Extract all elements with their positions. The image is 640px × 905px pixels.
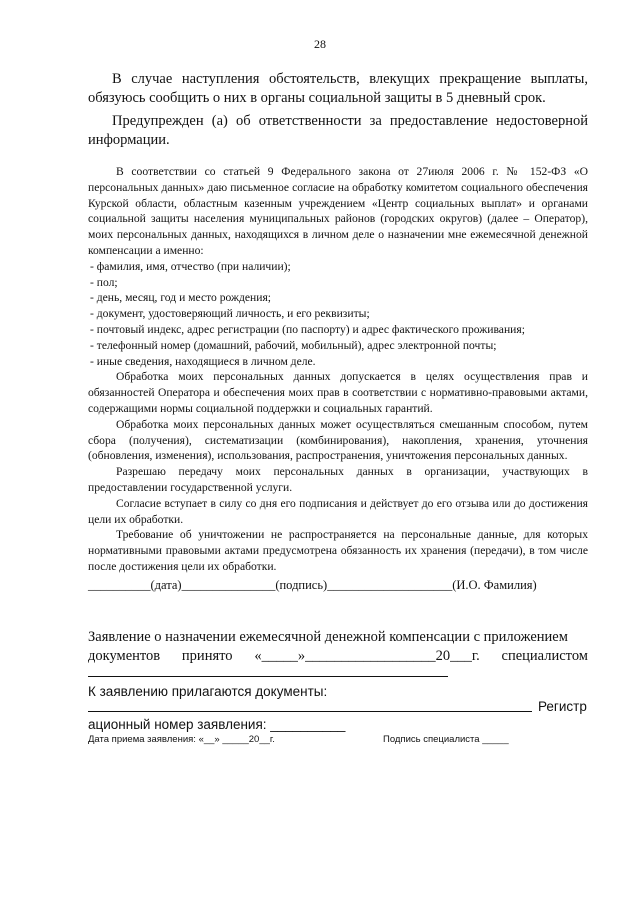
intro-paragraph-1: В случае наступления обстоятельств, влекущих прекращение выплаты, обязуюсь сообщить о них в органы социальной защиты в 5 дневный срок. (88, 71, 588, 106)
date-received-line: Дата приема заявления: «__» _____20__г. (88, 734, 275, 745)
consent-list-item: - пол; (90, 275, 118, 289)
underline-rule (88, 676, 448, 677)
attached-documents-label: К заявлению прилагаются документы: (88, 684, 328, 699)
consent-paragraph-4: Разрешаю передачу моих персональных данных в организации, участвующих в предоставлении государственной услуги. (88, 465, 588, 494)
registry-label-tail: Регистр (538, 699, 587, 714)
consent-paragraph-3: Обработка моих персональных данных может осуществляться смешанным способом, путем сбора (получения), систематизации (комбинирования), накопления, хранения, уточнения (обновления, изменения), использования, распространения, уничтожения персональных данных. (88, 417, 588, 463)
registry-number-line: ационный номер заявления: __________ (88, 717, 346, 732)
application-line-2 (88, 647, 588, 666)
application-word: документов (88, 648, 161, 664)
consent-list-item: - фамилия, имя, отчество (при наличии); (90, 259, 291, 273)
attached-documents-rule (88, 711, 532, 712)
intro-block (88, 70, 588, 150)
consent-list-item: - телефонный номер (домашний, рабочий, мобильный), адрес электронной почты; (90, 338, 497, 352)
application-word: принято (181, 648, 233, 664)
application-block (88, 628, 588, 666)
intro-paragraph-2: Предупрежден (а) об ответственности за предоставление недостоверной информации. (88, 113, 588, 148)
application-line-1: Заявление о назначении ежемесячной денежной компенсации с приложением (88, 629, 568, 645)
application-date-field: «_____»__________________20___г. (254, 648, 480, 664)
specialist-signature-line: Подпись специалиста _____ (383, 734, 509, 745)
consent-paragraph-5: Согласие вступает в силу со дня его подписания и действует до его отзыва или до достижения цели их обработки. (88, 496, 588, 526)
consent-paragraph-6: Требование об уничтожении не распространяется на персональные данные, для которых нормативными правовыми актами предусмотрена обязанность их хранения (передачи), в том числе после достижения цели их обработки. (88, 528, 588, 573)
application-word: специалистом (501, 648, 588, 664)
consent-paragraph-2: Обработка моих персональных данных допускается в целях осуществления прав и обязанностей Оператора и обеспечения моих прав в соответствии с нормативно-правовыми актами, содержащими нормы социальной поддержки и социальных гарантий. (88, 370, 588, 415)
consent-paragraph-1: В соответствии со статьей 9 Федерального закона от 27июля 2006 г. № 152-ФЗ «О персональных данных» даю письменное согласие на обработку комитетом социального обеспечения Курской области, областным казенным учреждением «Центр социальных выплат» и органами социальной защиты населения муниципальных районов (городских округов) (далее – Оператор), моих персональных данных, находящихся в личном деле о назначении мне ежемесячной денежной компенсации а именно: (88, 165, 588, 257)
consent-list-item: - документ, удостоверяющий личность, и его реквизиты; (90, 307, 370, 321)
consent-list-item: - почтовый индекс, адрес регистрации (по паспорту) и адрес фактического проживания; (90, 322, 525, 336)
consent-list-item: - день, месяц, год и место рождения; (90, 291, 272, 305)
consent-list-item: - иные сведения, находящиеся в личном деле. (90, 354, 316, 368)
page-number: 28 (314, 37, 326, 51)
consent-block (88, 164, 588, 575)
signature-line: __________(дата)_______________(подпись)____________________(И.О. Фамилия) (88, 578, 537, 592)
